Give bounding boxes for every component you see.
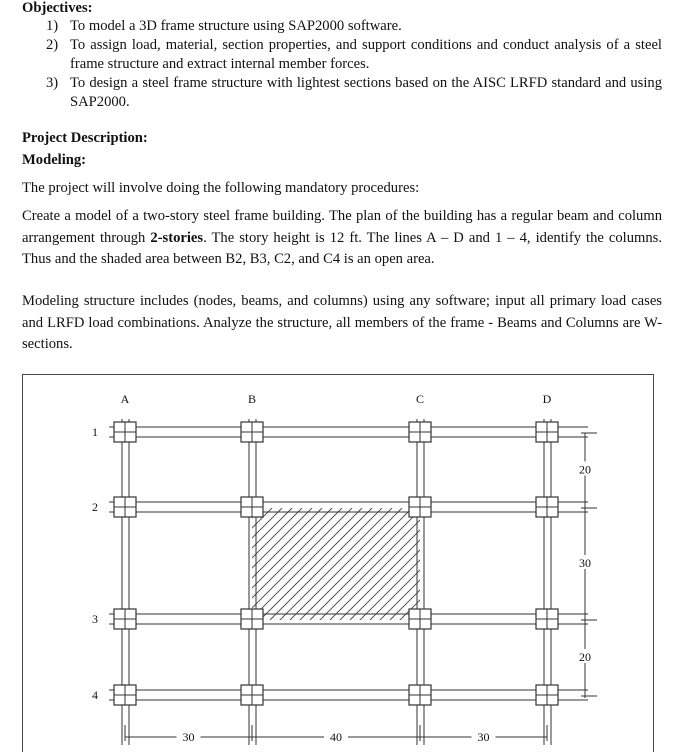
intro-text: The project will involve doing the following mandatory procedures: bbox=[22, 180, 420, 196]
vertical-dimension-label: 20 bbox=[579, 462, 591, 477]
column-label-C: C bbox=[415, 392, 425, 406]
horizontal-dimension-label: 30 bbox=[182, 730, 195, 744]
hatch-line bbox=[410, 508, 522, 620]
hatch-line bbox=[220, 508, 332, 620]
objectives-heading: Objectives: bbox=[22, 0, 93, 16]
hatch-line bbox=[370, 508, 482, 620]
hatch-line bbox=[340, 508, 452, 620]
column-label-A: A bbox=[120, 392, 130, 406]
row-label-1: 1 bbox=[92, 425, 98, 439]
hatch-line bbox=[330, 508, 442, 620]
hatch-line bbox=[190, 508, 302, 620]
hatch-line bbox=[390, 508, 502, 620]
hatch-line bbox=[300, 508, 412, 620]
objective-item: 2) To assign load, material, section properties, and support conditions and conduct analysis of a steel frame structure and extract internal member forces. bbox=[46, 37, 662, 72]
hatch-line bbox=[290, 508, 402, 620]
hatch-line bbox=[250, 508, 362, 620]
objectives-list bbox=[22, 17, 662, 112]
hatch-line bbox=[210, 508, 322, 620]
building-plan-figure bbox=[22, 374, 654, 752]
hatch-line bbox=[350, 508, 462, 620]
objective-item: 3) To design a steel frame structure with lightest sections based on the AISC LRFD standard and using SAP2000. bbox=[46, 75, 662, 110]
row-label-2: 2 bbox=[92, 500, 98, 514]
hatch-line bbox=[150, 508, 262, 620]
modeling-heading: Modeling: bbox=[22, 152, 87, 168]
hatch-line bbox=[420, 508, 532, 620]
stories-emphasis: 2-stories bbox=[150, 229, 204, 246]
column-label-D: D bbox=[542, 392, 552, 406]
hatch-line bbox=[240, 508, 352, 620]
hatch-line bbox=[310, 508, 422, 620]
project-description-heading: Project Description: bbox=[22, 130, 148, 146]
hatch-line bbox=[180, 508, 292, 620]
hatch-line bbox=[380, 508, 492, 620]
row-label-4: 4 bbox=[92, 688, 98, 702]
column-label-B: B bbox=[247, 392, 257, 406]
hatch-line bbox=[360, 508, 472, 620]
hatch-line bbox=[230, 508, 342, 620]
hatch-line bbox=[160, 508, 272, 620]
open-area-hatching bbox=[140, 508, 532, 620]
vertical-dimension-label: 30 bbox=[579, 556, 591, 570]
hatch-line bbox=[170, 508, 282, 620]
hatch-line bbox=[280, 508, 392, 620]
objective-item: 1) To model a 3D frame structure using SAP2000 software. bbox=[46, 18, 402, 34]
horizontal-dimension-label: 30 bbox=[477, 730, 490, 744]
plan-drawing bbox=[23, 375, 655, 753]
hatch-line bbox=[140, 508, 252, 620]
hatch-line bbox=[260, 508, 372, 620]
row-label-3: 3 bbox=[92, 612, 98, 626]
model-description-paragraph: Create a model of a two-story steel frame building. The plan of the building has a regular beam and column arrangement through 2-stories. The story height is 12 ft. The lines A – D and 1 – 4, identify the columns. Thus and the shaded area between B2, B3, C2, and C4 is an open area. bbox=[22, 208, 662, 267]
hatch-line bbox=[270, 508, 382, 620]
vertical-dimension-label: 20 bbox=[579, 650, 591, 664]
modeling-structure-paragraph: Modeling structure includes (nodes, beams, and columns) using any software; input all primary load cases and LRFD load combinations. Analyze the structure, all members of the frame - Beams and Columns are W-sections. bbox=[22, 293, 662, 352]
horizontal-dimension-label: 40 bbox=[330, 730, 342, 744]
hatch-line bbox=[320, 508, 432, 620]
